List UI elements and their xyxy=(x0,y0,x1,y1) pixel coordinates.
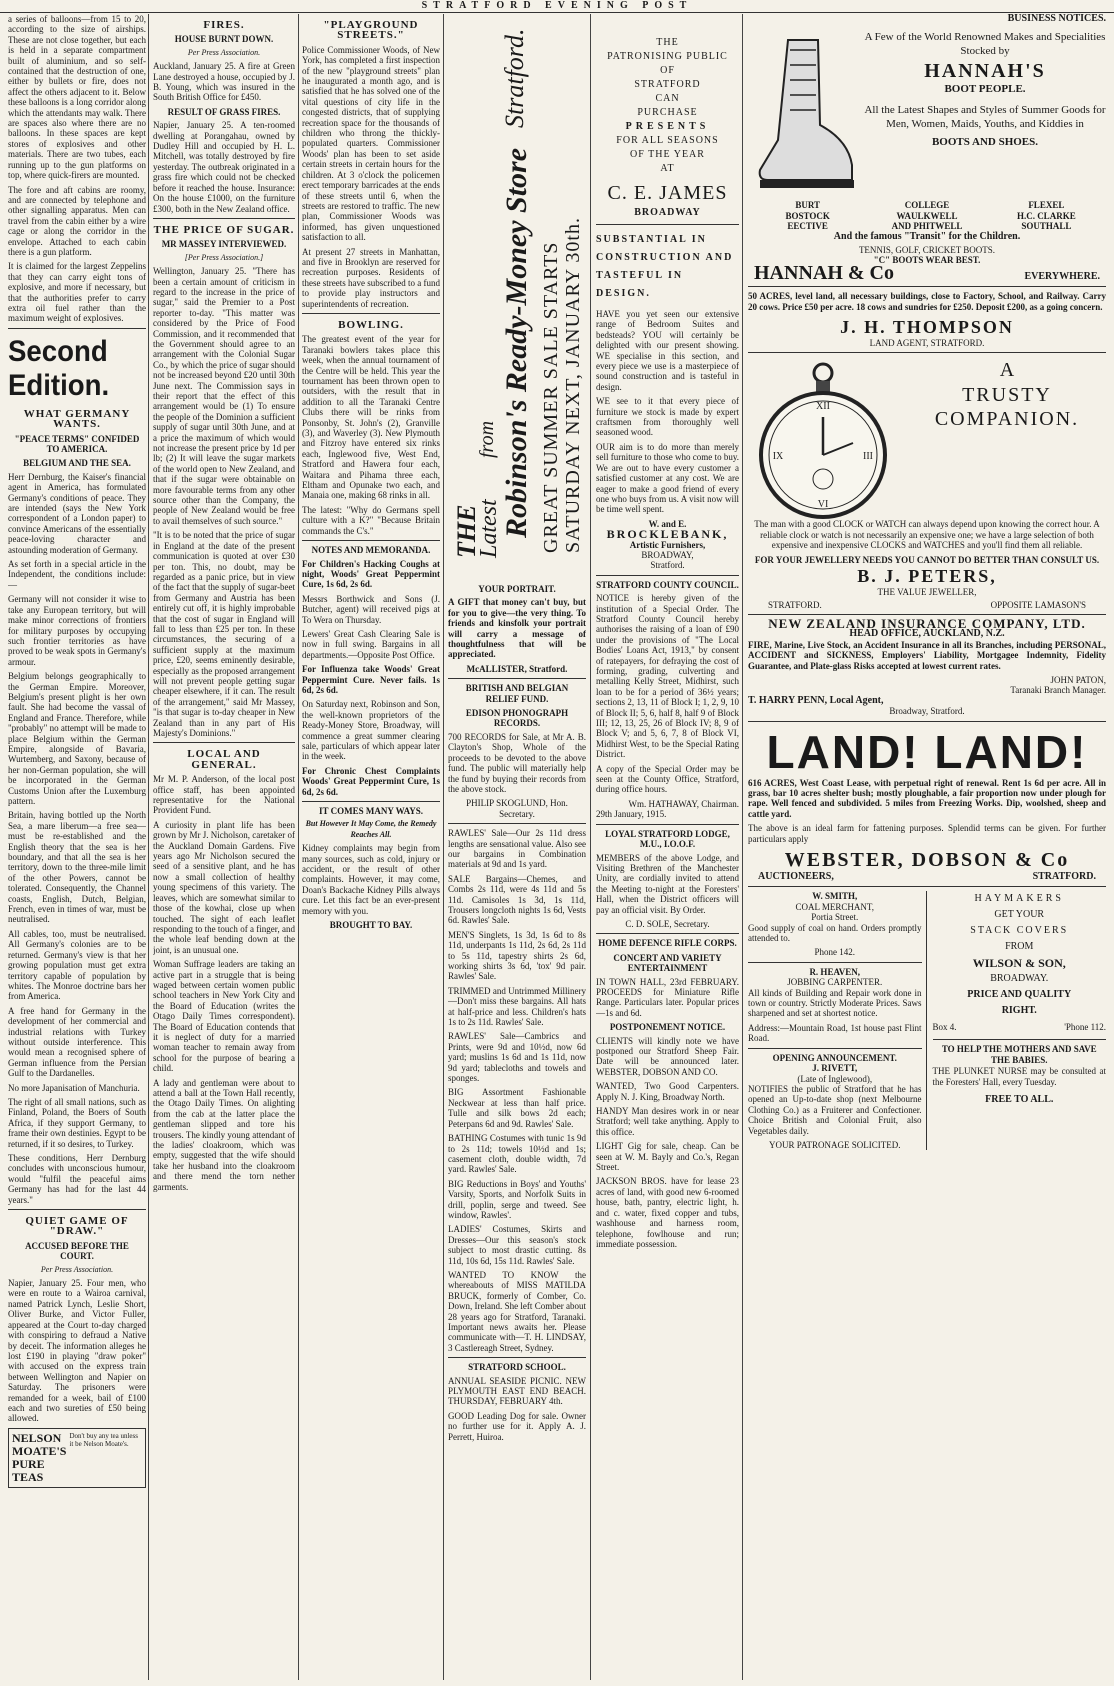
article-paragraph: It is claimed for the largest Zeppelins that they can carry eight tons of explosive, and more if necessary, but that the authorities prefer to carry extra oil fuel rather than the maximum weight of explosives. xyxy=(8,261,146,324)
brand: COLLEGE xyxy=(904,200,950,211)
divider xyxy=(448,1357,586,1358)
ad-we: W. and E. xyxy=(648,518,687,529)
brand: WAULKWELL xyxy=(896,210,958,221)
notice-text: CLIENTS will kindly note we have postponed our Stratford Sheep Fair. Date will be announced later. WEBSTER, DOBSON AND CO. xyxy=(596,1035,739,1077)
classified: TRIMMED and Untrimmed Millinery—Don't miss these bargains. All hats at half-price and less. Children's hats 1s to 2s 11d. Rawles' Sale. xyxy=(448,985,586,1028)
ad-smith: W. SMITH, xyxy=(812,891,858,902)
column-rule xyxy=(148,14,149,1680)
article-paragraph: The fore and aft cabins are roomy, and are connected by telephone and other signalling apparatus. Men can travel from the cabin either by a wire cage or along the corridor in the envelope. Attached to each cabin there is a gun platform. xyxy=(8,184,146,257)
byline: [Per Press Association.] xyxy=(184,252,264,262)
ad-auction-town: STRATFORD. xyxy=(1032,871,1096,882)
ad-wilson: WILSON & SON, xyxy=(972,956,1066,971)
headline: BROUGHT TO BAY. xyxy=(329,920,413,931)
ad-auction: AUCTIONEERS, xyxy=(758,871,834,882)
brand: FLEXEL xyxy=(1028,200,1065,211)
divider xyxy=(596,224,739,225)
bottom-ads-right xyxy=(933,891,1107,1150)
memo-item: Lewers' Great Cash Clearing Sale is now in full swing. Bargains in all departments.—Opposite Post Office. xyxy=(302,628,440,660)
article-paragraph: Herr Dernburg, the Kaiser's financial agent in America, has formulated Germany's conditions of peace. They are intended (says the New York correspondent of a London paper) to convince Americans of the essentially peace-loving character and astounding moderation of Germany. xyxy=(8,471,146,555)
portrait-text: A GIFT that money can't buy, but for you to give—the very thing. To friends and kinsfolk your portrait will carry a message of thoughtfulness that will be appreciated. xyxy=(448,597,586,660)
divider xyxy=(302,801,440,802)
ad-artistic: Artistic Furnishers, xyxy=(629,539,706,550)
ad-the: THE xyxy=(452,504,481,558)
ad-head-office: HEAD OFFICE, AUCKLAND, N.Z. xyxy=(849,628,1005,640)
article-paragraph: No more Japanisation of Manchuria. xyxy=(8,1082,140,1093)
brand: EECTIVE xyxy=(787,221,828,232)
brand: H.C. CLARKE xyxy=(1016,210,1076,221)
ad-trusty: TRUSTY xyxy=(962,383,1052,406)
ad-penn-sub: Broadway, Stratford. xyxy=(889,706,965,717)
divider xyxy=(748,962,922,963)
subheadline: HOUSE BURNT DOWN. xyxy=(174,34,274,45)
ad-line: STRATFORD xyxy=(634,79,701,90)
headline: QUIET GAME OF "DRAW." xyxy=(25,1215,129,1238)
ad-penn: T. HARRY PENN, Local Agent, xyxy=(748,694,884,706)
ad-heaven: R. HEAVEN, xyxy=(809,966,861,977)
robinsons-sale-ad xyxy=(448,18,586,558)
notice-text: MEMBERS of the above Lodge, and Visiting Brethren of the Manchester Unity, are cordially invited to attend the Meeting to-night at the Foresters' Hall, when the District officers will pay an official visit. By Order. xyxy=(596,852,739,915)
divider xyxy=(748,721,1106,722)
ad-help: TO HELP THE MOTHERS AND SAVE THE BABIES. xyxy=(941,1044,1097,1066)
subheadline: But However It May Come, the Remedy Reaches All. xyxy=(305,819,437,839)
subheadline: EDISON PHONOGRAPH RECORDS. xyxy=(465,708,569,729)
column-1 xyxy=(8,14,146,1680)
divider xyxy=(448,678,586,679)
ad-stack: STACK COVERS xyxy=(970,925,1069,937)
memo-item: For Chronic Chest Complaints Woods' Great Peppermint Cure, 1s 6d, 2s 6d. xyxy=(302,765,440,797)
column-rule xyxy=(443,14,444,1680)
article-paragraph: Germany will not consider it wise to take any European territory, but will make minor corrections of frontiers for military purposes by occupying such frontier territories as have proved to be weak spots in Germany's armour. xyxy=(8,594,146,667)
ad-text: 616 ACRES, West Coast Lease, with perpetual right of renewal. Rent 1s 6d per acre. All in grass, bar 10 acres shelter bush; mostly ploughable, a fair proportion now under plough for rape. Well fenced and subdivided. 5 miles from Freezing Works. Dip, woolshed, sheep and cattle yard. xyxy=(748,777,1106,819)
bottom-ads xyxy=(748,891,1106,1150)
brand: AND PHITWELL xyxy=(891,221,963,232)
divider xyxy=(8,1209,146,1210)
boot-illustration xyxy=(748,30,858,200)
section-label: BUSINESS NOTICES. xyxy=(1007,14,1106,24)
james-ad xyxy=(596,36,739,220)
memo-item: For Influenza take Woods' Great Peppermint Cure. Never fails. 1s 6d, 2s 6d. xyxy=(302,664,440,695)
article-paragraph: a series of balloons—from 15 to 20, according to the size of airships. These are not close together, but each is held in a separate compartment built of aluminium, and so self-contained that the destruction of one, either by bullets or fire, does not affect the others adjacent to it. Below these balloons is a long corridor along which the attendants may walk. There are spaces also where there are no balloons. In these spaces are kept stores of explosives and other materials. There are two tubes, each running up to the gun platforms on top, where quick-firers are mounted. xyxy=(8,14,146,181)
peters-ad xyxy=(748,359,1106,519)
ad-price: PRICE AND QUALITY xyxy=(967,989,1072,1001)
headline: BOWLING. xyxy=(338,318,404,331)
brocklebank-heading: SUBSTANTIAL IN CONSTRUCTION AND TASTEFUL IN DESIGN. xyxy=(596,234,734,299)
ad-paton: JOHN PATON, xyxy=(1050,674,1106,685)
article-paragraph: Auckland, January 25. A fire at Green Lane destroyed a house, occupied by J. B. Young, which was insured in the South British Office for £450. xyxy=(153,61,295,103)
classified: WANTED, Two Good Carpenters. Apply N. J. King, Broadway North. xyxy=(596,1081,739,1102)
ad-line: OF THE YEAR xyxy=(630,149,705,160)
memo-item: Messrs Borthwick and Sons (J. Butcher, agent) will received pigs at To Wera on Thursday. xyxy=(302,593,440,625)
ad-line: CAN xyxy=(655,93,680,104)
article-paragraph: As set forth in a special article in the Independent, the conditions include:— xyxy=(8,559,146,590)
svg-text:IX: IX xyxy=(772,451,784,463)
divider xyxy=(748,352,1106,353)
column-4 xyxy=(448,580,586,1680)
brand: BOSTOCK xyxy=(785,210,830,221)
notice-text: A copy of the Special Order may be seen at the County Office, Stratford, during office hours. xyxy=(596,763,739,795)
ad-line: PURCHASE xyxy=(637,107,698,118)
notice-date: 29th January, 1915. xyxy=(596,809,667,820)
article-paragraph: "It is to be noted that the price of sugar in England at the date of the present communication is quoted at over £30 per ton. This, no doubt, may be regarded as a panic price, but in view of the fact that the supply of sugar-beet from Germany and Austria has been entirely cut off, it is highly improbable that the cost of sugar in England will fall to less than £25 per ton. In these circumstances, the securing of a sufficient supply at the maximum price, £20, seems eminently desirable, especially as the proposed arrangement will not prevent people getting sugar cheaper elsewhere, if it can. The result of the arrangement," said Mr Massey, "is that sugar is to-day cheaper in New Zealand than in any part of His Majesty's Dominions." xyxy=(153,530,295,738)
school-text: ANNUAL SEASIDE PICNIC. NEW PLYMOUTH EAST END BEACH. THURSDAY, FEBRUARY 4th. xyxy=(448,1375,586,1407)
divider xyxy=(448,823,586,824)
ad-land: LAND! LAND! xyxy=(766,725,1088,778)
headline: LOCAL AND GENERAL. xyxy=(187,748,261,771)
ad-line: PATRONISING PUBLIC xyxy=(607,51,728,62)
ad-jewellery: FOR YOUR JEWELLERY NEEDS YOU CANNOT DO BETTER THAN CONSULT US. xyxy=(754,554,1100,565)
ad-companion: COMPANION. xyxy=(934,408,1080,431)
ad-line: PRESENTS xyxy=(625,121,710,132)
column-3 xyxy=(302,14,440,1680)
article-paragraph: The latest: "Why do Germans spell culture with a K?" "Because Britain commands the C's." xyxy=(302,504,440,536)
ad-peters: B. J. PETERS, xyxy=(857,566,997,587)
article-paragraph: Napier, January 25. Four men, who were en route to a Wairoa carnival, named Patrick Lynch, Leslie Short, Oliver Burke, and Victor Fuller, appeared at the Court to-day charged with conspiring to defraud a Native by deceit. The information alleges he lost £190 in playing "draw poker" with accused on the express train between Wellington and Napier on Saturday. The prisoners were remanded for a week, bail of £100 each and two sureties of £50 being allowed. xyxy=(8,1278,146,1424)
ad-webster: WEBSTER, DOBSON & Co xyxy=(784,849,1070,871)
ad-text: All kinds of Building and Repair work done in town or country. Strictly Moderate Prices. Saws sharpened and set at shortest notice. xyxy=(748,987,922,1019)
classified: BATHING Costumes with tunic 1s 9d to 2s 11d; towels 10½d and 1s; casement cloth, double width, 7d yard. Rawles' Sale. xyxy=(448,1133,586,1175)
divider xyxy=(596,824,739,825)
ad-latest: Latest xyxy=(476,499,502,558)
ad-phone: Phone 142. xyxy=(814,947,855,958)
ad-cboots: "C" BOOTS WEAR BEST. xyxy=(873,255,981,266)
ad-from: FROM xyxy=(1005,941,1034,953)
ad-everywhere: EVERYWHERE. xyxy=(1024,270,1100,282)
headline: WHAT GERMANY WANTS. xyxy=(23,407,131,431)
article-paragraph: The greatest event of the year for Taranaki bowlers takes place this week, when the annual tournament of the Centre will be held. This year the tournament has been thrown open to outsiders, with the result that in addition to all the Taranaki Centre Clubs there will be rinks from Ponsonby, St. John's (2), Granville (3), and Waverley (3). New Plymouth and Fitzroy have entered six rinks each, Inglewood five, West End, Stratford and Hawera four each, Waitara and Pihama three each, Eltham and Opunake two each, and Manaia one, making 68 rinks in all. xyxy=(302,334,440,501)
memo-item: For Children's Hacking Coughs at night, Woods' Great Peppermint Cure, 1s 6d, 2s 6d. xyxy=(302,558,440,590)
ad-line: FOR ALL SEASONS xyxy=(616,135,719,146)
brand: SOUTHALL xyxy=(1021,221,1072,232)
ad-jobbing: JOBBING CARPENTER. xyxy=(787,977,883,988)
ad-paton-sub: Taranaki Branch Manager. xyxy=(1010,685,1106,696)
article-paragraph: The right of all small nations, such as Finland, Poland, the Boers of South Africa, if they support Germany, to frame their own destinies. Egypt to be returned, if it so desires, to Turkey. xyxy=(8,1096,146,1149)
headline: "PLAYGROUND STREETS." xyxy=(323,19,419,42)
ad-text: A Few of the World Renowned Makes and Specialities Stocked by xyxy=(864,31,1106,58)
webster-footer xyxy=(758,872,1096,882)
headline: FIRES. xyxy=(203,19,245,31)
ad-hannahs: HANNAH'S xyxy=(924,60,1046,83)
ad-opening: OPENING ANNOUNCEMENT. xyxy=(772,1052,897,1063)
headline: NOTES AND MEMORANDA. xyxy=(311,545,431,556)
divider xyxy=(8,328,146,329)
ad-coal: COAL MERCHANT, xyxy=(795,901,874,912)
subheadline: "PEACE TERMS" CONFIDED TO AMERICA. xyxy=(14,433,140,454)
ad-transit: And the famous "Transit" for the Children. xyxy=(833,230,1021,242)
ad-brand: NELSON MOATE'S PURE TEAS xyxy=(12,1430,67,1484)
ad-wilson-addr: BROADWAY. xyxy=(990,973,1049,985)
ad-rivett: J. RIVETT, xyxy=(812,1063,858,1074)
headline: POSTPONEMENT NOTICE. xyxy=(609,1022,726,1033)
brand-grid xyxy=(748,200,1106,231)
article-paragraph: A curiosity in plant life has been grown by Mr J. Nicholson, caretaker of the Auckland Domain Gardens. Five years ago Mr Nicholson secured the seed of a sensitive plant, and he has now a small collection of healthy young specimens of this variety. The leaves, which are somewhat similar to those of the kowhai, close up when touched. The sight of each leaflet responding to the touch of a finger, and the whole leaf bending down at the joint, is an unusual one. xyxy=(153,819,295,955)
ad-a: A xyxy=(999,359,1015,382)
trusty-text xyxy=(908,359,1106,519)
article-paragraph: Belgium belongs geographically to the German Empire. Moreover, Belgium's present plight is her own fault. She had become the vassal of England and France. Therefore, while "probably" no attempt will be made to place Belgium within the German Empire, alongside of Bavaria, Wurtemberg, and Saxony, because of her non-German population, she will be incorporated in the German Customs Union after the Luxemburg pattern. xyxy=(8,671,146,806)
divider xyxy=(748,1048,922,1049)
ad-saturday: SATURDAY NEXT, JANUARY 30th. xyxy=(562,217,584,553)
classified: RAWLES' Sale—Our 2s 11d dress lengths are sensational value. Also see our bargains in Combination materials at 9d and 1s yard. xyxy=(448,828,586,870)
subheadline: RESULT OF GRASS FIRES. xyxy=(167,106,281,117)
ad-stratford: Stratford. xyxy=(500,28,529,128)
ad-addr-left: STRATFORD. xyxy=(768,599,822,610)
ad-text: HAVE you yet seen our extensive range of Bedroom Suites and bedsteads? YOU will certainly be delighted with our present showing. WE specialise in this section, and every piece we use is a masterpiece of sound construction and is tasteful in design. xyxy=(596,309,739,392)
ad-robinsons: Robinson's Ready-Money Store xyxy=(500,147,533,538)
column-rule xyxy=(742,14,743,1680)
memo-item: On Saturday next, Robinson and Son, the well-known proprietors of the Ready-Money Store, Broadway, will commence a great summer clearing sale, particulars of which appear later in the week. xyxy=(302,699,440,762)
ad-great-sale: GREAT SUMMER SALE STARTS xyxy=(540,241,562,553)
article-paragraph: Napier, January 25. A ten-roomed dwelling at Porangahau, owned by Dudley Hill and occupied by H. L. Mitchell, was totally destroyed by fire yesterday. The outbreak originated in a grass fire which could not be checked before it reached the house. Insurance: On the house £1000, on the furniture £300, both in the New Zealand office. xyxy=(153,120,295,214)
subheadline: CONCERT AND VARIETY ENTERTAINMENT xyxy=(613,952,722,974)
article-paragraph: Kidney complaints may begin from many sources, such as cold, injury or accident, or the result of other complaints. However, it may come, Doan's Backache Kidney Pills always cure. Let this fact be an ever-present memory with you. xyxy=(302,843,440,916)
notice-signature: C. D. SOLE, Secretary. xyxy=(625,918,710,929)
divider xyxy=(933,1039,1107,1040)
article-paragraph: Mr M. P. Anderson, of the local post office staff, has been appointed representative for the National Provident Fund. xyxy=(153,774,295,816)
ad-line: OF xyxy=(660,65,675,76)
article-paragraph: Britain, having bottled up the North Sea, a mare liberum—a free sea—must be re-established and the English theory that the sea is her boundary, and that all the sea is her territory, down to the three-mile limit of the other Powers, cannot be tolerated. Consequently, the Channel coasts, English, Dutch, Belgian, French, even in times of war, must be neutralised. xyxy=(8,810,146,925)
nelson-moate-ad xyxy=(8,1428,146,1488)
headline: YOUR PORTRAIT. xyxy=(478,584,556,594)
ad-text: The above is an ideal farm for fattening purposes. Splendid terms can be given. For further particulars apply xyxy=(748,823,1106,844)
ad-haymakers: HAYMAKERS xyxy=(974,893,1064,905)
notice-signature: Wm. HATHAWAY, Chairman. xyxy=(628,798,739,809)
ad-line: AT xyxy=(660,163,675,174)
headline: STRATFORD SCHOOL. xyxy=(468,1362,566,1373)
ad-text: FIRE, Marine, Live Stock, an Accident Insurance in all its Branches, including PERSONAL, ACCIDENT and SICKNESS, Employers' Liability, Mortgagee Indemnity, Fidelity Guarantee, and Plate-glass Risks accepted at lowest current rates. xyxy=(748,639,1106,671)
ad-addr: BROADWAY, xyxy=(641,549,694,560)
ad-brocklebank: BROCKLEBANK, xyxy=(606,527,729,542)
headline: HOME DEFENCE RIFLE CORPS. xyxy=(598,938,737,949)
ad-boot: BOOT PEOPLE. xyxy=(944,83,1026,96)
article-paragraph: These conditions, Herr Dernburg concludes with unconscious humour, would "fulfil the peaceful aims Germany has had for the last 44 years." xyxy=(8,1153,146,1205)
column-5 xyxy=(596,14,739,1680)
classified: LADIES' Costumes, Skirts and Dresses—Our this season's stock subject to most drastic cutting. 8s 11d, 10s 6d, 15s 11d. Rawles' Sale. xyxy=(448,1224,586,1266)
divider xyxy=(748,614,1106,615)
divider xyxy=(748,286,1106,287)
divider xyxy=(302,313,440,314)
ad-broadway: BROADWAY xyxy=(634,207,701,218)
headline: LOYAL STRATFORD LODGE, M.U., I.O.O.F. xyxy=(605,828,730,850)
article-paragraph: Wellington, January 25. "There has been a certain amount of criticism in regard to the increase in the price of sugar," said the Premier to a Post reporter to-day. "This matter was considered by the Price of Food Commission, and it recommended that the Government should agree to an arrangement with the Colonial Sugar Co., by which the price of sugar should not be increased beyond £20 until 30th June next. The Commission says in their report that the effect of this arrangement would be (1) To ensure the people of the Dominion a sufficient supply of sugar until 30th June, and at a price the maximum of which would not increase the present price by 1d per lb; (2) It will leave the sugar markets of the world open to New Zealand, and that if the sugar were obtainable on more favourable terms from any other source other than the Company, the people of New Zealand would be free to avail themselves of such source." xyxy=(153,266,295,526)
subheadline: BELGIUM AND THE SEA. xyxy=(23,458,131,469)
relief-signature: PHILIP SKOGLUND, Hon. Secretary. xyxy=(466,798,568,819)
ad-value: THE VALUE JEWELLER, xyxy=(877,587,977,598)
column-rule xyxy=(590,14,591,1680)
ad-free: FREE TO ALL. xyxy=(985,1094,1054,1106)
classified: BIG Assortment Fashionable Neckwear at less than half price. Tulle and silk bows 2d each; Peterpans 6d and 9d. Rawles' Sale. xyxy=(448,1087,586,1129)
article-paragraph: All cables, too, must be neutralised. All Germany's colonies are to be returned. Germany's view is that her growing population must get extra territory capable of population by whites. The Monroe doctrine bars her from America. xyxy=(8,928,146,1002)
divider xyxy=(596,575,739,576)
svg-text:VI: VI xyxy=(817,499,829,511)
ad-text: OUR aim is to do more than merely sell furniture to those who come to buy. We are out to have every customer a satisfied customer at any cost. We are eager to make a good friend of every one who buys from us. A visit now will be time well spent. xyxy=(596,441,739,515)
headline: STRATFORD COUNTY COUNCIL. xyxy=(596,579,739,590)
brand: BURT xyxy=(795,200,821,211)
divider xyxy=(748,886,1106,887)
hannah-footer xyxy=(754,261,1100,284)
column-6 xyxy=(748,14,1106,1680)
ad-thompson-sub: LAND AGENT, STRATFORD. xyxy=(869,338,985,349)
portrait-signature: McALLISTER, Stratford. xyxy=(466,663,568,674)
headline: THE PRICE OF SUGAR. xyxy=(153,223,295,236)
ad-get: GET YOUR xyxy=(994,909,1045,921)
ad-text: WE see to it that every piece of furniture we stock is made by expert craftsmen from thoroughly well seasoned wood. xyxy=(596,396,739,438)
divider xyxy=(596,933,739,934)
ad-text: The man with a good CLOCK or WATCH can always depend upon knowing the correct hour. A reliable clock or watch is not necessarily an expensive one; we have a large selection of both expensive and inexpensive CLOCKS and WATCHES and you'll find them all reliable. xyxy=(754,519,1100,551)
ad-right: RIGHT. xyxy=(1001,1005,1037,1017)
column-rule xyxy=(298,14,299,1680)
divider xyxy=(153,742,295,743)
svg-text:III: III xyxy=(863,451,873,463)
classified: MEN'S Singlets, 1s 3d, 1s 6d to 8s 11d, underpants 1s 11d, 2s 6d, 2s 11d to 5s 11d, tapestry shirts 2s 6d, working shirts 3s 6d, 'tox' 9d pair. Rawles' Sale. xyxy=(448,929,586,982)
relief-text: 700 RECORDS for Sale, at Mr A. B. Clayton's Shop, Whole of the proceeds to be devoted to the above fund. The public will materially help the fund by buying their records from the above stock. xyxy=(448,731,586,794)
ad-thompson: J. H. THOMPSON xyxy=(840,317,1014,338)
byline: Per Press Association. xyxy=(40,1264,114,1274)
ad-hannah-co: HANNAH & Co xyxy=(754,261,894,284)
ad-text: THE PLUNKET NURSE may be consulted at the Foresters' Hall, every Tuesday. xyxy=(932,1066,1106,1088)
classified: JACKSON BROS. have for lease 23 acres of land, with good new 6-roomed house, bath, pantry, electric light, h. and c. water, fixed copper and tubs, washhouse and harness room, telephone, fowlhouse and run; immediate possession. xyxy=(596,1176,739,1249)
headline: BRITISH AND BELGIAN RELIEF FUND. xyxy=(465,683,569,704)
hannahs-text xyxy=(864,30,1106,200)
peters-address xyxy=(768,600,1086,610)
svg-text:XII: XII xyxy=(816,401,830,413)
ad-james: C. E. JAMES xyxy=(607,182,728,204)
classified: GOOD Leading Dog for sale. Owner no further use for it. Apply A. J. Perrett, Huiroa. xyxy=(448,1410,586,1442)
second-edition-banner: Second Edition. xyxy=(8,334,110,402)
headline: IT COMES MANY WAYS. xyxy=(318,806,424,817)
classified: LIGHT Gig for sale, cheap. Can be seen at W. M. Bayly and Co.'s, Regan Street. xyxy=(596,1141,739,1173)
article-paragraph: Police Commissioner Woods, of New York, has completed a first inspection of the new "playground streets" plan he inaugurated a month ago, and is satisfied that he has solved one of the vital questions of city life in the congested districts, that of supplying recreation space for the thousands of children who throng the thickly-populated quarters. Commissioner Woods' plan has been to set aside certain streets in certain hours for the children. At 3 o'clock the policemen erect temporary barricades at the ends of these streets until 6, when the streets are restored to traffic. The new plan, Commissioner Woods was informed, has given unquestioned satisfaction to all. xyxy=(302,44,440,243)
ad-text: NOTIFIES the public of Stratford that he has opened an Up-to-date shop (next Melbourne Clothing Co.) as a Fruiterer and Confectioner. Choice British and Colonial Fruit, also Vegetables daily. xyxy=(748,1083,922,1136)
classified: HANDY Man desires work in or near Stratford; well take anything. Apply to this office. xyxy=(596,1106,739,1137)
notice-text: IN TOWN HALL, 23rd FEBRUARY. PROCEEDS for Miniature Rifle Range. Particulars later. Popular prices—1s and 6d. xyxy=(596,976,739,1018)
classified: BIG Reductions in Boys' and Youths' Varsity, Sports, and Norfolk Suits in drill, poplin, serge and tweed. See window, Rawles'. xyxy=(448,1178,586,1220)
classified: WANTED TO KNOW the whereabouts of MISS MATILDA BRUCK, formerly of Comber, Co. Down, Ireland. She left Comber about 28 years ago for Stratford, Taranaki. Important news awaits her. Please communicate with—T. H. LINDSAY, 3 Castlereagh Street, Sydney. xyxy=(448,1269,586,1353)
column-2 xyxy=(153,14,295,1680)
bottom-ads-left xyxy=(748,891,927,1150)
ad-ingle: (Late of Inglewood), xyxy=(797,1073,873,1084)
subheadline: ACCUSED BEFORE THE COURT. xyxy=(25,1240,129,1262)
ad-text: All the Latest Shapes and Styles of Summer Goods for Men, Women, Maids, Youths, and Kiddies in xyxy=(864,103,1106,130)
ad-portia: Portia Street. xyxy=(811,912,859,923)
subheadline: MR MASSEY INTERVIEWED. xyxy=(161,239,287,250)
ad-tagline: Don't buy any tea unless it be Nelson Moate's. xyxy=(69,1431,138,1448)
article-paragraph: A lady and gentleman were about to attend a ball at the Town Hall recently, the Otago Daily Times. On alighting from the cab at the latter place the gentleman slipped and tore his trousers. The kindly young attendant of the ladies' cloakroom, which was empty, suggested that the wife should take her husband into the cloakroom and there mend the torn nether garments. xyxy=(153,1077,295,1192)
ad-line: THE xyxy=(656,37,679,48)
ad-addr-right: OPPOSITE LAMASON'S xyxy=(990,599,1086,610)
divider xyxy=(153,218,295,219)
ad-text: Good supply of coal on hand. Orders promptly attended to. xyxy=(748,922,922,944)
classified: SALE Bargains—Chemes, and Combs 2s 11d, were 4s 11d and 5s 11d. Camisoles 1s 3d, 1s 11d, Trousers longcloth nights 1s 6d, Vests 6d. Rawles' Sale. xyxy=(448,873,586,926)
byline: Per Press Association. xyxy=(187,47,261,57)
pocket-watch-icon xyxy=(748,359,898,519)
wilson-contact xyxy=(933,1019,1107,1035)
article-paragraph: At present 27 streets in Manhattan, and five in Brooklyn are reserved for recreation purposes. Residents of these streets have subscribed to a fund to provide play instructors and superintendents of recreation. xyxy=(302,246,440,309)
classified: RAWLES' Sale—Cambrics and Prints, were 9d and 10½d, now 6d yard; muslins 1s 6d and 1s 11d, now 9d yard; tablecloths and towels and sponges. xyxy=(448,1031,586,1084)
masthead: STRATFORD EVENING POST xyxy=(0,0,1114,13)
ad-patronage: YOUR PATRONAGE SOLICITED. xyxy=(769,1139,901,1150)
ad-box: Box 4. xyxy=(932,1022,957,1033)
article-paragraph: Woman Suffrage leaders are taking an active part in a struggle that is being waged between certain women public school teachers in New York City and the Board of Education (writes the Otago Daily Times correspondent). The Board of Education contends that it is neglect of duty for a married woman teacher to remain away from school for the purpose of bearing a child. xyxy=(153,959,295,1074)
ad-from: from xyxy=(476,420,498,458)
land-ad-text: 50 ACRES, level land, all necessary buildings, close to Factory, School, and Railway. Carry 20 cows. Price £50 per acre. 18 cows and sundries for £250. Deposit £200, as a going concern. xyxy=(748,291,1106,312)
hannahs-ad xyxy=(748,30,1106,200)
notice-text: NOTICE is hereby given of the institution of a Special Order. The Stratford County Council hereby authorises the raising of a loan of £90 under the provisions of "The Local Bodies' Loans Act, 1913," by consent of ratepayers, for defraying the cost of forming, grading, culverting and metalling Kelly Street, Midhirst, such loan to be for a period of 36½ years; sections 2, 13, 11 of Block I; 1, 2, 9, 10 of Block II; 5, 6, half 8, half 9 of Block III; 12, 13, 25, 26 of Block IV; 8, 9 of Block V; and 5, 6, 7, 8 of Block VI, Midhirst West, to be the Special Rating District. xyxy=(596,593,739,760)
divider xyxy=(302,540,440,541)
ad-phone2: 'Phone 112. xyxy=(1064,1022,1106,1033)
ad-town: Stratford. xyxy=(650,560,685,571)
ad-boots: BOOTS AND SHOES. xyxy=(931,135,1039,148)
ad-tennis: TENNIS, GOLF, CRICKET BOOTS. xyxy=(858,245,996,256)
article-paragraph: A free hand for Germany in the development of her commercial and industrial relations with Turkey without outside interference. This would mean a recognised sphere of German influence from the Persian Gulf to the Dardanelles. xyxy=(8,1005,146,1079)
ad-nz-insurance: NEW ZEALAND INSURANCE COMPANY, LTD. xyxy=(768,615,1086,631)
ad-text: Address:—Mountain Road, 1st house past Flint Road. xyxy=(748,1022,922,1044)
